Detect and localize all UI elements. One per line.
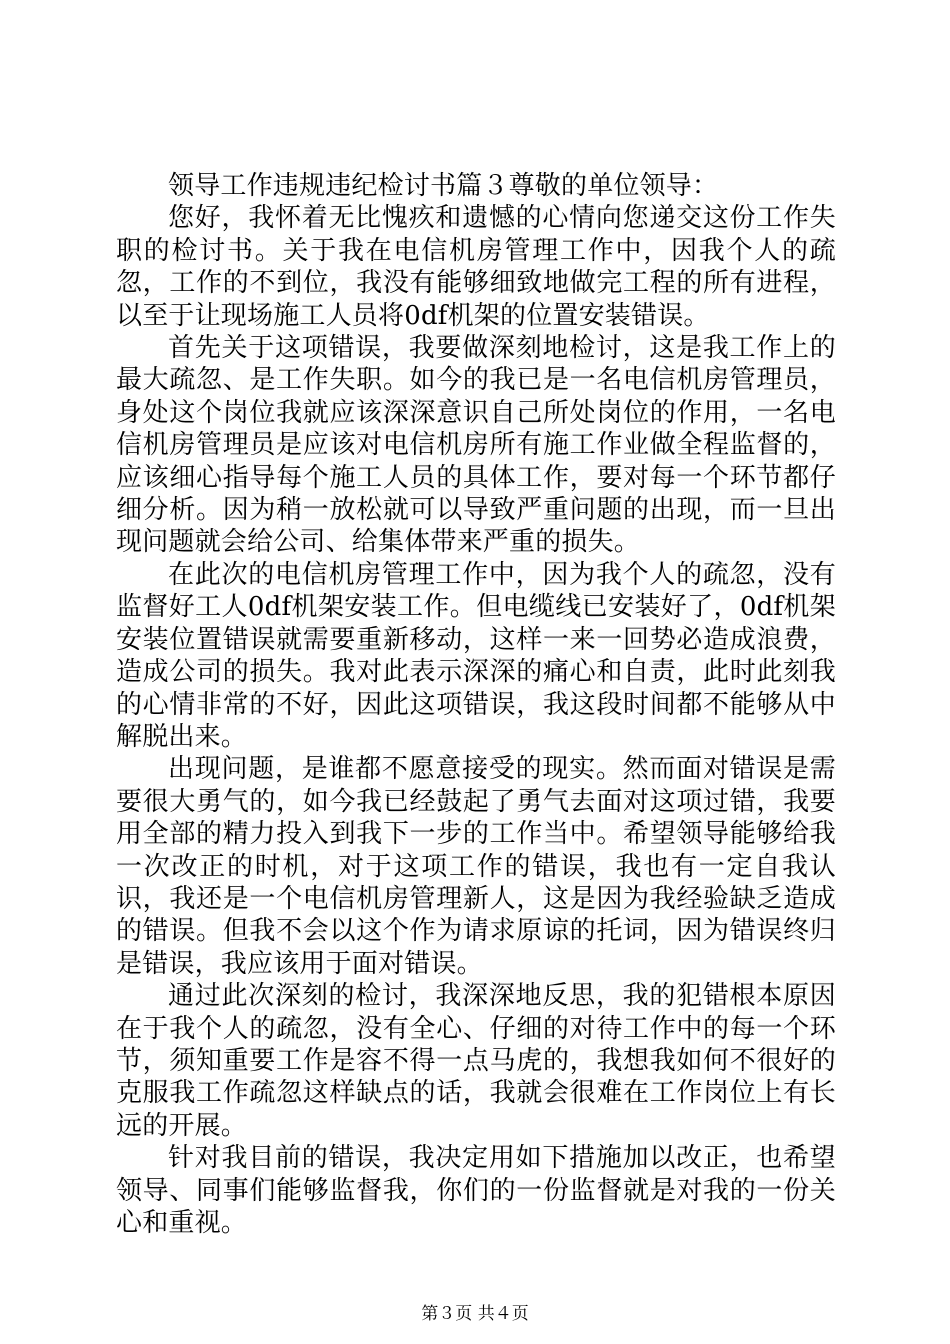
page-footer: 第３页 共４页: [421, 1304, 529, 1324]
document-body: [116, 170, 836, 1239]
body-paragraph-greeting: 您好，我怀着无比愧疚和遗憾的心情向您递交这份工作失职的检讨书。关于我在电信机房管理工作中，因我个人的疏忽，工作的不到位，我没有能够细致地做完工程的所有进程，以至于让现场施工人员将0df机架的位置安装错误。: [116, 203, 836, 331]
body-paragraph-incident: 在此次的电信机房管理工作中，因为我个人的疏忽，没有监督好工人0df机架安装工作。但电缆线已安装好了，0df机架安装位置错误就需要重新移动，这样一来一回势必造成浪费，造成公司的损失。我对此表示深深的痛心和自责，此时此刻我的心情非常的不好，因此这项错误，我这段时间都不能够从中解脱出来。: [116, 559, 836, 752]
body-paragraph-self-criticism: 首先关于这项错误，我要做深刻地检讨，这是我工作上的最大疏忽、是工作失职。如今的我已是一名电信机房管理员，身处这个岗位我就应该深深意识自己所处岗位的作用，一名电信机房管理员是应该对电信机房所有施工作业做全程监督的，应该细心指导每个施工人员的具体工作，要对每一个环节都仔细分析。因为稍一放松就可以导致严重问题的出现，而一旦出现问题就会给公司、给集体带来严重的损失。: [116, 333, 836, 558]
body-paragraph-reflection: 通过此次深刻的检讨，我深深地反思，我的犯错根本原因在于我个人的疏忽，没有全心、仔细的对待工作中的每一个环节，须知重要工作是容不得一点马虎的，我想我如何不很好的克服我工作疏忽这样缺点的话，我就会很难在工作岗位上有长远的开展。: [116, 981, 836, 1141]
body-paragraph-measures: 针对我目前的错误，我决定用如下措施加以改正，也希望领导、同事们能够监督我，你们的一份监督就是对我的一份关心和重视。: [116, 1143, 836, 1238]
body-paragraph-courage: 出现问题，是谁都不愿意接受的现实。然而面对错误是需要很大勇气的，如今我已经鼓起了勇气去面对这项过错，我要用全部的精力投入到我下一步的工作当中。希望领导能够给我一次改正的时机，对于这项工作的错误，我也有一定自我认识，我还是一个电信机房管理新人，这是因为我经验缺乏造成的错误。但我不会以这个作为请求原谅的托词，因为错误终归是错误，我应该用于面对错误。: [116, 754, 836, 979]
document-heading-paragraph: 领导工作违规违纪检讨书篇３尊敬的单位领导：: [168, 171, 719, 201]
